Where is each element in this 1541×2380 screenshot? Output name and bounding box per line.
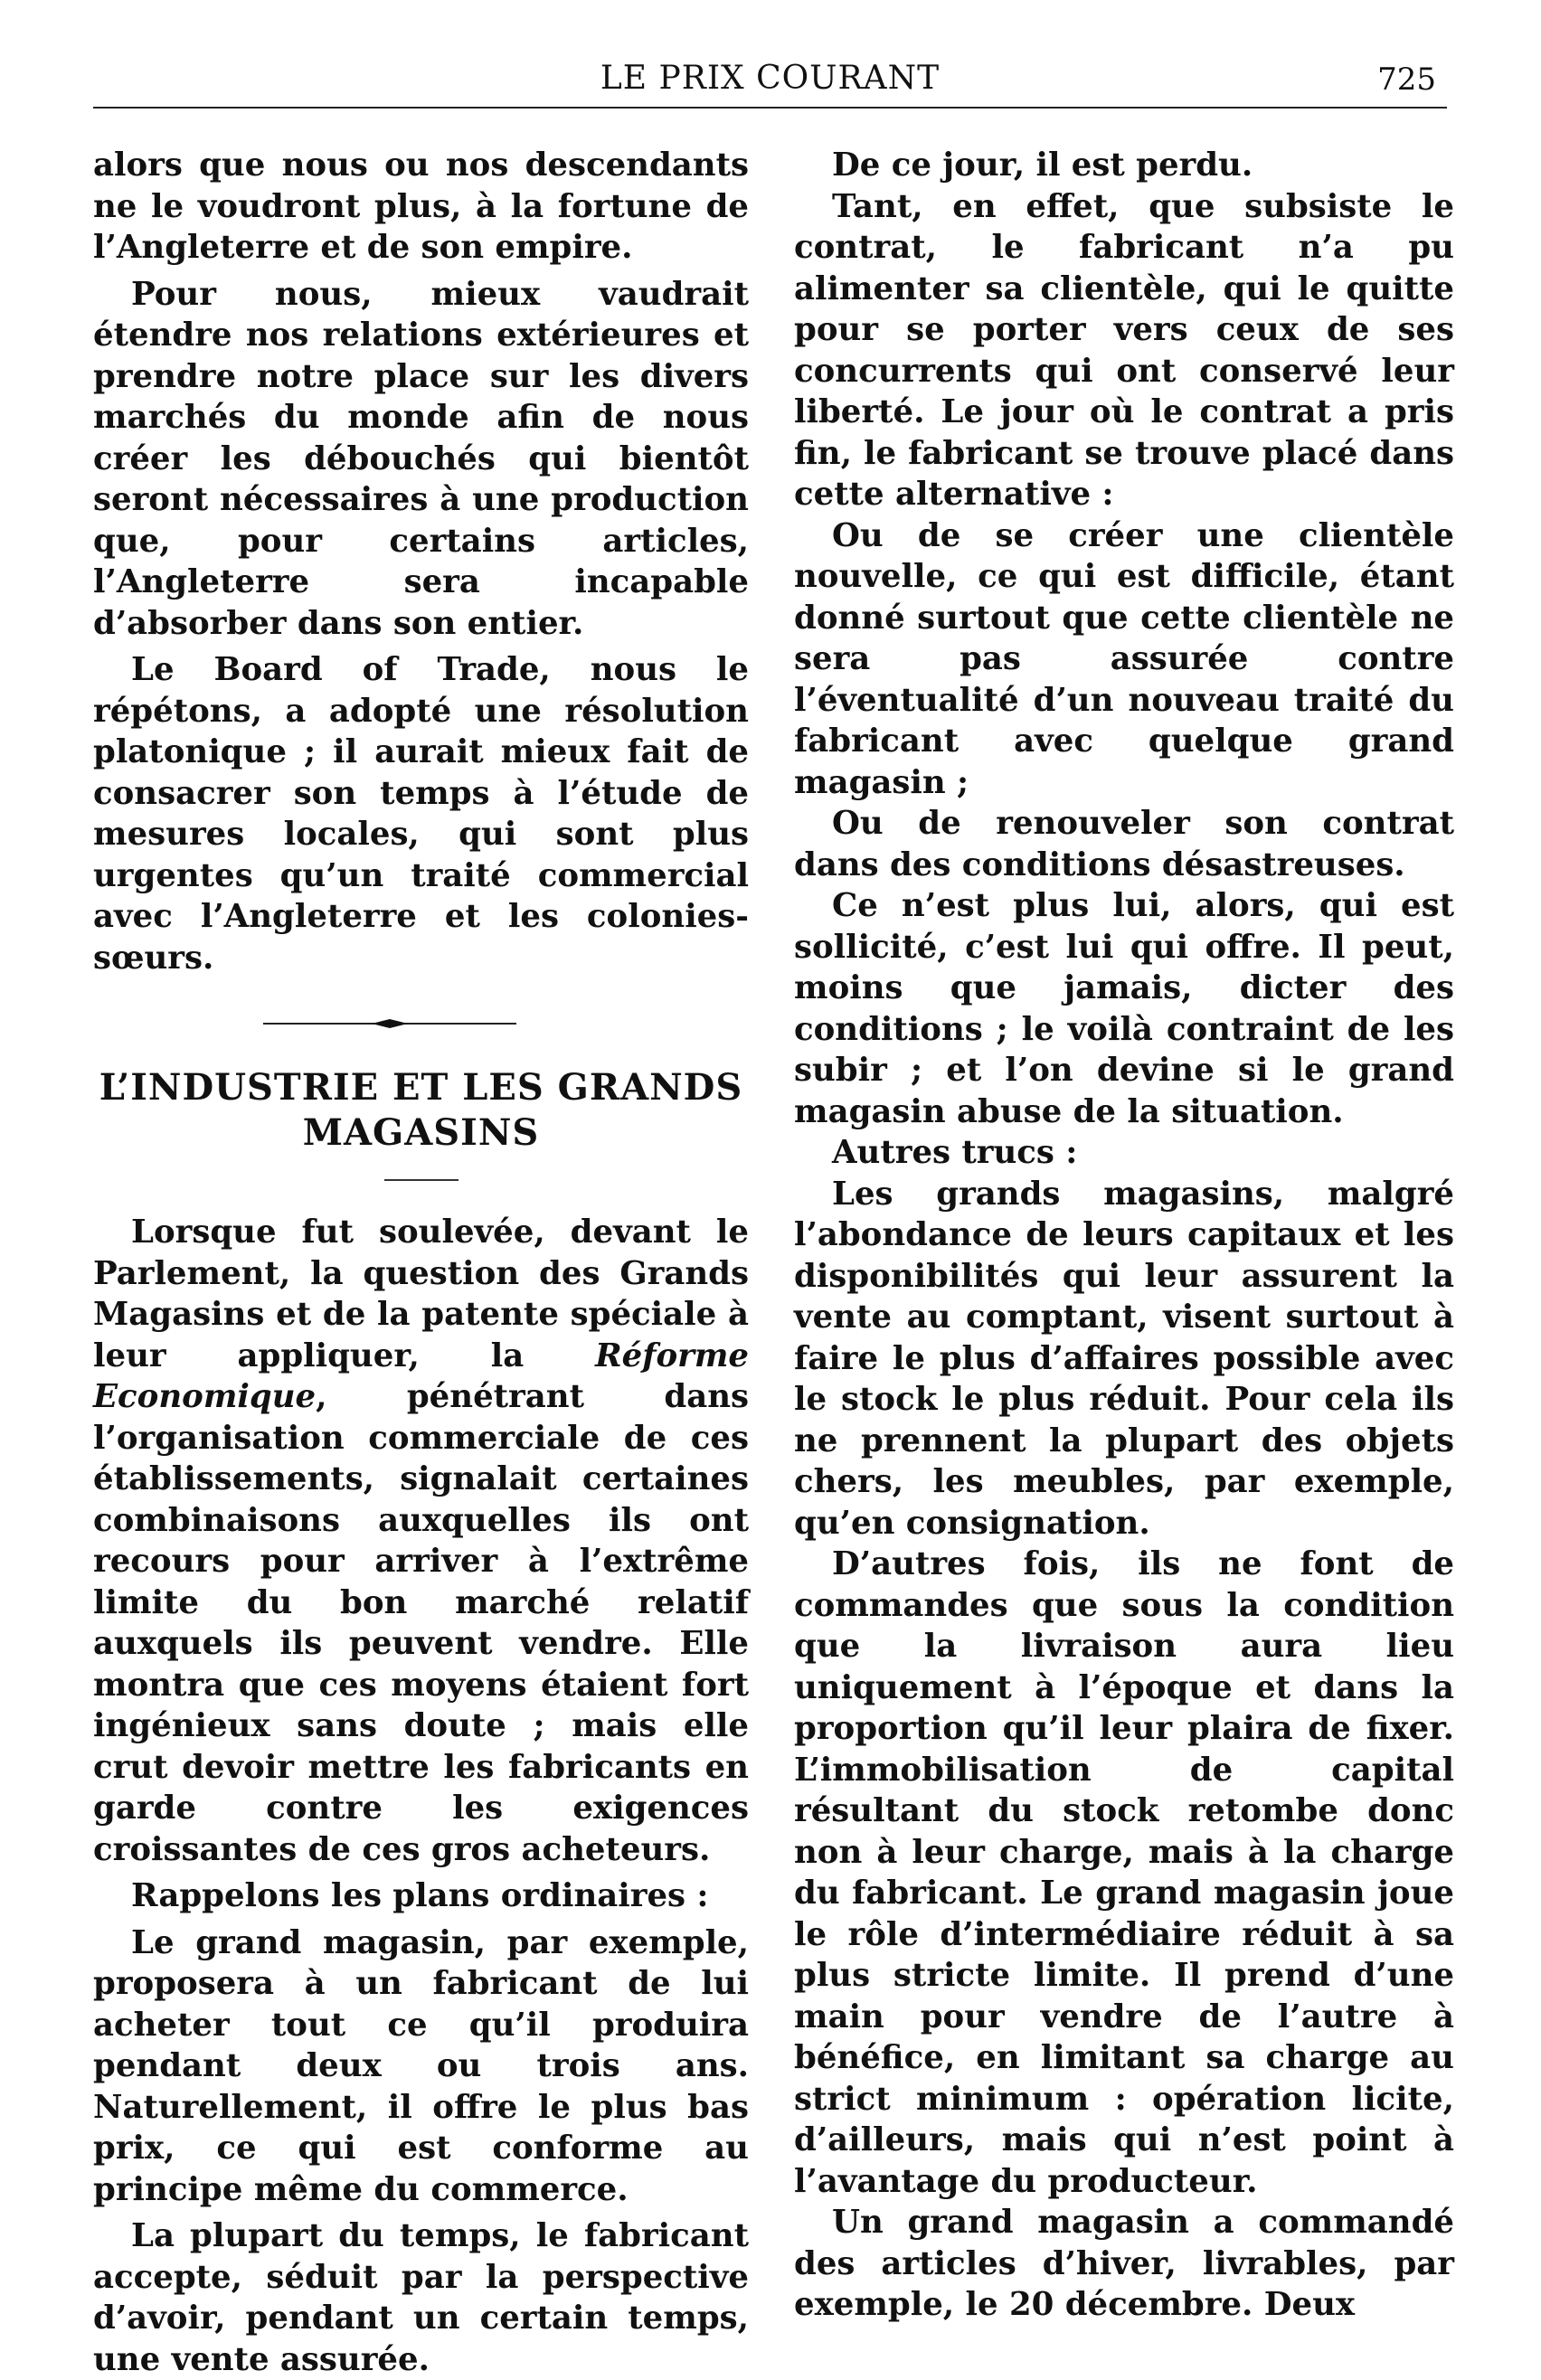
paragraph: Autres trucs :	[832, 1134, 1078, 1171]
article-title-line: L’INDUSTRIE ET LES GRANDS	[99, 1066, 743, 1109]
paragraph: alors que nous ou nos descendants ne le voudront plus, à la fortune de l’Angleterre et de son empire.	[93, 146, 749, 266]
right-column	[794, 145, 1454, 2326]
paragraph	[93, 1212, 749, 1870]
paragraph: De ce jour, il est perdu.	[832, 146, 1253, 184]
paragraph: D’autres fois, ils ne font de commandes que sous la condition que la livraison aura lieu uniquement à l’époque et dans la proportion qu’il leur plaira de fixer. L’immobilisation de capital résultant du stock retombe donc non à leur charge, mais à la charge du fabricant. Le grand magasin joue le rôle d’intermédiaire réduit à sa plus stricte limite. Il prend d’une main pour vendre de l’autre à bénéfice, en limitant sa charge au strict minimum : opération licite, d’ailleurs, mais qui n’est point à l’avantage du producteur.	[794, 1545, 1454, 2200]
left-column	[93, 145, 749, 2380]
section-ornament	[93, 1000, 749, 1045]
paragraph: La plupart du temps, le fabricant accepte, séduit par la perspective d’avoir, pendant un certain temps, une vente assurée.	[93, 2217, 749, 2378]
title-rule	[384, 1179, 459, 1181]
page-number: 725	[1377, 61, 1436, 98]
publication-title: LE PRIX COURANT	[600, 60, 941, 97]
paragraph: Rappelons les plans ordinaires :	[131, 1877, 709, 1914]
running-header	[93, 56, 1447, 109]
paragraph-text: Lorsque fut soulevée, devant le Parlement, la question des Grands Magasins et de la patente spéciale à leur appliquer, la	[93, 1214, 749, 1374]
paragraph: Ou de renouveler son contrat dans des conditions désastreuses.	[794, 805, 1454, 883]
paragraph: Tant, en effet, que subsiste le contrat, le fabricant n’a pu alimenter sa clientèle, qui le quitte pour se porter vers ceux de ses concurrents qui ont conservé leur liberté. Le jour où le contrat a pris fin, le fabricant se trouve placé dans cette alternative :	[794, 187, 1454, 513]
paragraph-text: , pénétrant dans l’organisation commerciale de ces établissements, signalait certaines combinaisons auxquelles ils ont recours pour arriver à l’extrême limite du bon marché relatif auxquels ils peuvent vendre. Elle montra que ces moyens étaient fort ingénieux sans doute ; mais elle crut devoir mettre les fabricants en garde contre les exigences croissantes de ces gros acheteurs.	[93, 1378, 749, 1868]
paragraph: Un grand magasin a commandé des articles d’hiver, livrables, par exemple, le 20 décembre. Deux	[794, 2204, 1454, 2323]
publication-name: Réforme Economique	[93, 1336, 749, 1415]
paragraph: Pour nous, mieux vaudrait étendre nos relations extérieures et prendre notre place sur les divers marchés du monde afin de nous créer les débouchés qui bientôt seront nécessaires à une production que, pour certains articles, l’Angleterre sera incapable d’absorber dans son entier.	[93, 275, 749, 642]
ornament-rule-icon	[263, 1018, 516, 1029]
article-title	[93, 1065, 749, 1156]
paragraph: Le grand magasin, par exemple, proposera à un fabricant de lui acheter tout ce qu’il produira pendant deux ou trois ans. Naturellement, il offre le plus bas prix, ce qui est conforme au principe même du commerce.	[93, 1923, 749, 2208]
article-title-line: MAGASINS	[302, 1111, 540, 1154]
paragraph: Ou de se créer une clientèle nouvelle, ce qui est difficile, étant donné surtout que cette clientèle ne sera pas assurée contre l’éventualité d’un nouveau traité du fabricant avec quelque grand magasin ;	[794, 516, 1454, 801]
paragraph: Le Board of Trade, nous le répétons, a adopté une résolution platonique ; il aurait mieux fait de consacrer son temps à l’étude de mesures locales, qui sont plus urgentes qu’un traité commercial avec l’Angleterre et les colonies-sœurs.	[93, 651, 749, 977]
paragraph: Les grands magasins, malgré l’abondance de leurs capitaux et les disponibilités qui leur assurent la vente au comptant, visent surtout à faire le plus d’affaires possible avec le stock le plus réduit. Pour cela ils ne prennent la plupart des objets chers, les meubles, par exemple, qu’en consignation.	[794, 1175, 1454, 1542]
paragraph: Ce n’est plus lui, alors, qui est sollicité, c’est lui qui offre. Il peut, moins que jamais, dicter des conditions ; le voilà contraint de les subir ; et l’on devine si le grand magasin abuse de la situation.	[794, 887, 1454, 1130]
